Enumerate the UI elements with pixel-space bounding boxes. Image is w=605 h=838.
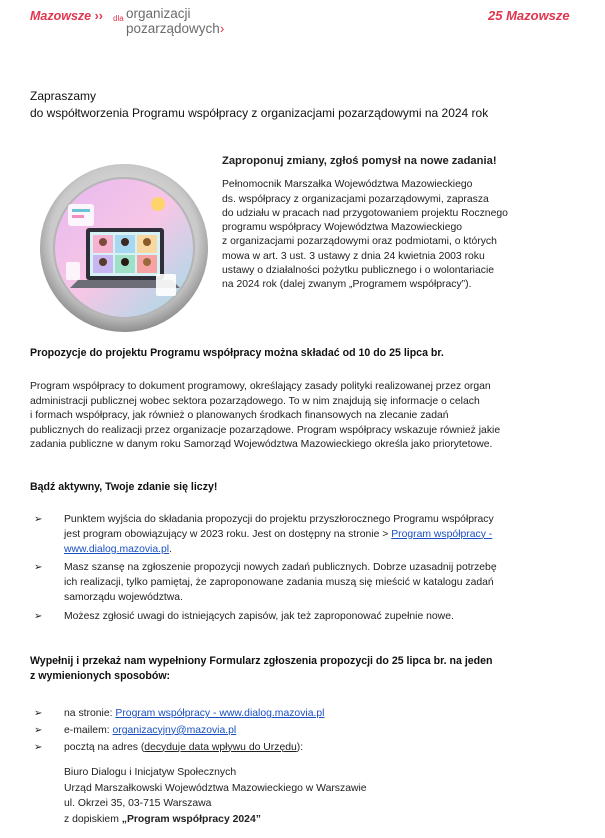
address-line: Biuro Dialogu i Inicjatyw Społecznych xyxy=(64,767,237,778)
list-item: ➢ Punktem wyjścia do składania propozycji do projektu przyszłorocznego Programu współpracy jest program obowiązujący w 2023 roku. Jest on dostępny na stronie > Program współpracy - www.dialog.mazovia.pl. xyxy=(34,514,494,555)
logo-arrows: ›› xyxy=(94,9,103,23)
arrow-bullet-icon: ➢ xyxy=(34,741,43,753)
arrow-bullet-icon: ➢ xyxy=(34,724,43,736)
mazowsze-25-logo: 25 Mazowsze xyxy=(488,8,570,23)
intro-line: Pełnomocnik Marszałka Województwa Mazowieckiego xyxy=(222,179,473,191)
list-item: ➢ Masz szansę na zgłoszenie propozycji nowych zadań publicznych. Dobrze uzasadnij potrzebę ich realizacji, tylko pamiętaj, że zaproponowane zadania muszą się mieścić w katalogu zadań samorządu województwa. xyxy=(34,562,497,603)
intro-block xyxy=(222,154,582,293)
program-link[interactable]: Program współpracy - xyxy=(391,528,493,540)
intro-line: ustawy o działalności pożytku publicznego i o wolontariacie xyxy=(222,265,495,277)
email-link[interactable]: organizacyjny@mazovia.pl xyxy=(112,724,237,736)
list-item: ➢ pocztą na adres (decyduje data wpływu do Urzędu): xyxy=(34,741,574,756)
logo-dla-text: dla xyxy=(113,14,124,23)
intro-line: na 2024 rok (dalej zwanym „Programem współpracy”). xyxy=(222,279,472,291)
address-line: ul. Okrzei 35, 03-715 Warszawa xyxy=(64,798,212,809)
intro-heading: Zaproponuj zmiany, zgłoś pomysł na nowe zadania! xyxy=(222,155,497,167)
dialog-mazovia-link[interactable]: www.dialog.mazovia.pl xyxy=(64,543,170,555)
logo-org-line1: organizacji xyxy=(126,6,191,21)
submit-heading-line2: z wymienionych sposobów: xyxy=(30,670,171,682)
list-item: ➢ e-mailem: organizacyjny@mazovia.pl xyxy=(34,724,574,739)
arrow-bullet-icon: ➢ xyxy=(34,708,43,719)
submission-methods-list xyxy=(34,707,574,759)
paragraph-line: zadania publiczne w danym roku Samorząd Województwa Mazowieckiego określa jako priorytetowe. xyxy=(30,439,493,451)
program-dialog-link[interactable]: Program współpracy - www.dialog.mazovia.pl xyxy=(115,708,325,719)
postal-address xyxy=(64,765,367,827)
deadline-heading: Propozycje do projektu Programu współpracy można składać od 10 do 25 lipca br. xyxy=(30,347,444,359)
be-active-heading: Bądź aktywny, Twoje zdanie się liczy! xyxy=(30,481,218,493)
title-line2: do współtworzenia Programu współpracy z organizacjami pozarządowymi na 2024 rok xyxy=(30,106,489,120)
arrow-bullet-icon: ➢ xyxy=(34,610,43,622)
logo-mazowsze-text: Mazowsze xyxy=(30,9,92,23)
logo-chevron: › xyxy=(219,21,225,36)
page-title xyxy=(30,88,488,122)
address-annotation: z dopiskiem „Program współpracy 2024” xyxy=(64,813,261,825)
intro-line: mowa w art. 3 ust. 3 ustawy z dnia 24 kwietnia 2003 roku xyxy=(222,250,485,262)
suggestions-list xyxy=(34,513,574,629)
paragraph-line: i formach współpracy, jak również o planowanych środkach finansowych na zlecanie zadań xyxy=(30,410,449,422)
address-line: Urząd Marszałkowski Województwa Mazowieckiego w Warszawie xyxy=(64,782,367,794)
arrow-bullet-icon: ➢ xyxy=(34,562,43,574)
title-line1: Zapraszamy xyxy=(30,89,97,103)
paragraph-line: publicznych do realizacji przez organizacje pozarządowe. Program współpracy wskazuje również jakie xyxy=(30,424,501,436)
submit-heading: Wypełnij i przekaż nam wypełniony Formularz zgłoszenia propozycji do 25 lipca br. na jeden xyxy=(30,655,493,667)
receipt-date-note: decyduje data wpływu do Urzędu xyxy=(144,741,297,753)
list-item: ➢ na stronie: Program współpracy - www.dialog.mazovia.pl xyxy=(34,707,574,722)
intro-line: z organizacjami pozarządowymi oraz podmiotami, o których xyxy=(222,236,497,248)
logo-org-line2: pozarządowych xyxy=(126,21,220,36)
intro-line: ds. współpracy z organizacjami pozarządowymi, zaprasza xyxy=(222,193,489,205)
online-meeting-illustration xyxy=(38,162,210,334)
program-description xyxy=(30,380,500,453)
paragraph-line: Program współpracy to dokument programowy, określający zasady polityki realizowanej przez organ xyxy=(30,381,491,392)
list-item: ➢ Możesz zgłosić uwagi do istniejących zapisów, jak też zaproponować zupełnie nowe. xyxy=(34,610,574,625)
arrow-bullet-icon: ➢ xyxy=(34,514,43,525)
intro-line: do udziału w pracach nad przygotowaniem projektu Rocznego xyxy=(222,207,508,219)
paragraph-line: administracji publicznej wobec sektora pozarządowego. To w nim znajdują się informacje o celach xyxy=(30,395,480,407)
intro-line: programu współpracy Województwa Mazowieckiego xyxy=(222,222,463,234)
